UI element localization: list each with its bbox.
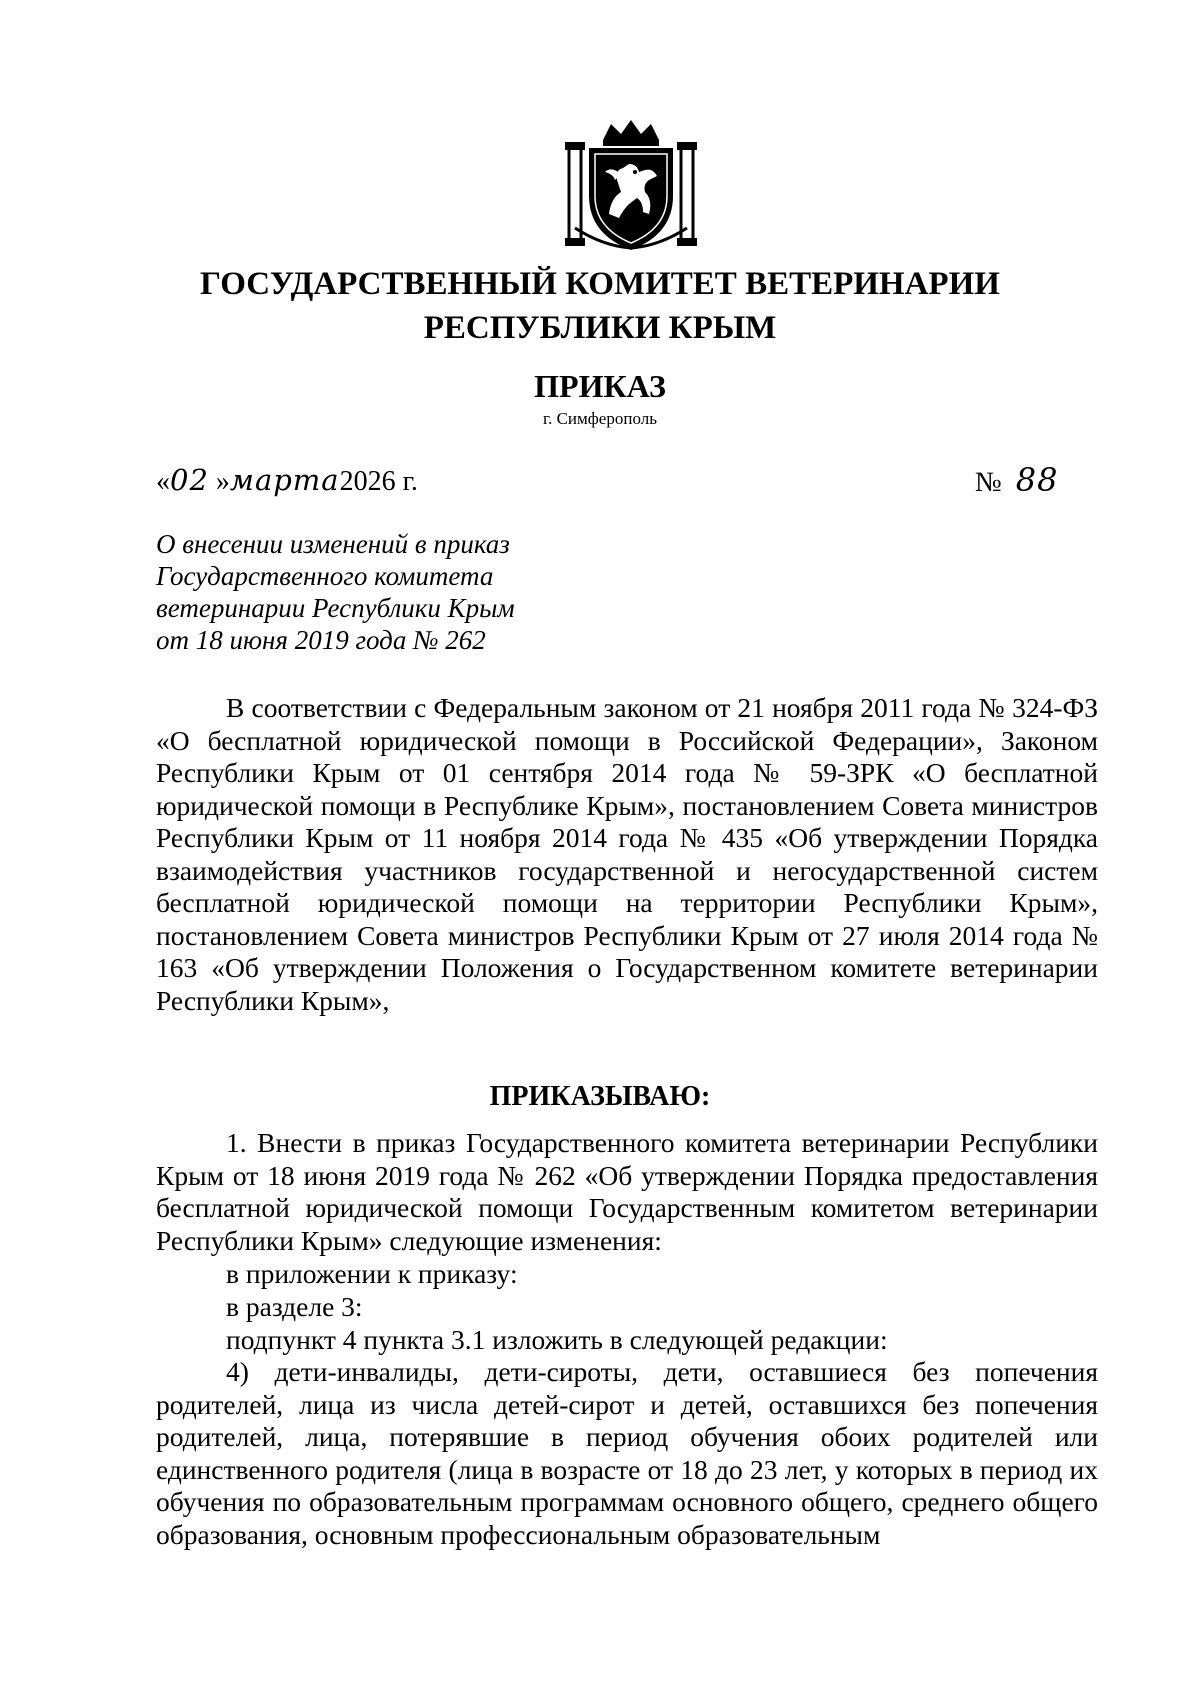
order-directive-heading: ПРИКАЗЫВАЮ: [489,1081,711,1112]
date-day-handwritten: 02 [170,463,209,497]
subject-line: Государственного комитета [156,561,494,591]
item-4-text: 4) дети-инвалиды, дети-сироты, дети, оставшиеся без попечения родителей, лица из числа детей-сирот и детей, оставшихся без попечения родителей, лица, потерявшие в период обучения обоих родителей или единственного родителя (лица в возрасте от 18 до 23 лет, у которых в период их обучения по образовательным программам основного общего, среднего общего образования, основным профессиональным образовательным [156,1356,1098,1550]
order-number [975,458,1058,502]
order-date [156,458,418,502]
subject-line: ветеринарии Республики Крым [156,593,515,623]
preamble-text: В соответствии с Федеральным законом от 21 ноября 2011 года № 324-ФЗ «О бесплатной юридической помощи в Российской Федерации», Законом Республики Крым от 01 сентября 2014 года № 59-ЗРК «О бесплатной юридической помощи в Республике Крым», постановлением Совета министров Республики Крым от 11 ноября 2014 года № 435 «Об утверждении Порядка взаимодействия участников государственной и негосударственной систем бесплатной юридической помощи на территории Республики Крым», постановлением Совета министров Республики Крым от 27 июля 2014 года № 163 «Об утверждении Положения о Государственном комитете ветеринарии Республики Крым», [156,692,1098,1016]
item-1-text: 1. Внести в приказ Государственного комитета ветеринарии Республики Крым от 18 июня 2019 года № 262 «Об утверждении Порядка предоставления бесплатной юридической помощи Государственным комитетом ветеринарии Республики Крым» следующие изменения: [156,1127,1098,1256]
organization-name [150,262,1050,350]
date-open-quote: « [156,466,170,497]
subject-line: О внесении изменений в приказ [156,529,510,559]
date-close-quote: » [215,466,230,497]
order-subject [156,528,576,656]
item-4-paragraph [156,1356,1098,1551]
date-month-handwritten: марта [229,463,340,497]
number-value-handwritten: 88 [1015,461,1059,499]
subject-line: от 18 июня 2019 года № 262 [156,625,486,655]
organization-name-line2: РЕСПУБЛИКИ КРЫМ [423,310,777,346]
item-1-paragraph [156,1127,1098,1257]
appendix-line: в приложении к приказу: [226,1258,518,1289]
city-label: г. Симферополь [543,409,657,428]
subpoint-line: подпункт 4 пункта 3.1 изложить в следующей редакции: [226,1324,888,1355]
date-year: 2026 г. [339,466,418,497]
number-label: № [975,467,1002,498]
preamble-paragraph [156,692,1098,1017]
document-type-title: ПРИКАЗ [534,368,666,404]
section-line: в разделе 3: [226,1291,363,1322]
crimea-coat-of-arms-emblem [563,118,699,254]
organization-name-line1: ГОСУДАРСТВЕННЫЙ КОМИТЕТ ВЕТЕРИНАРИИ [200,266,1000,302]
